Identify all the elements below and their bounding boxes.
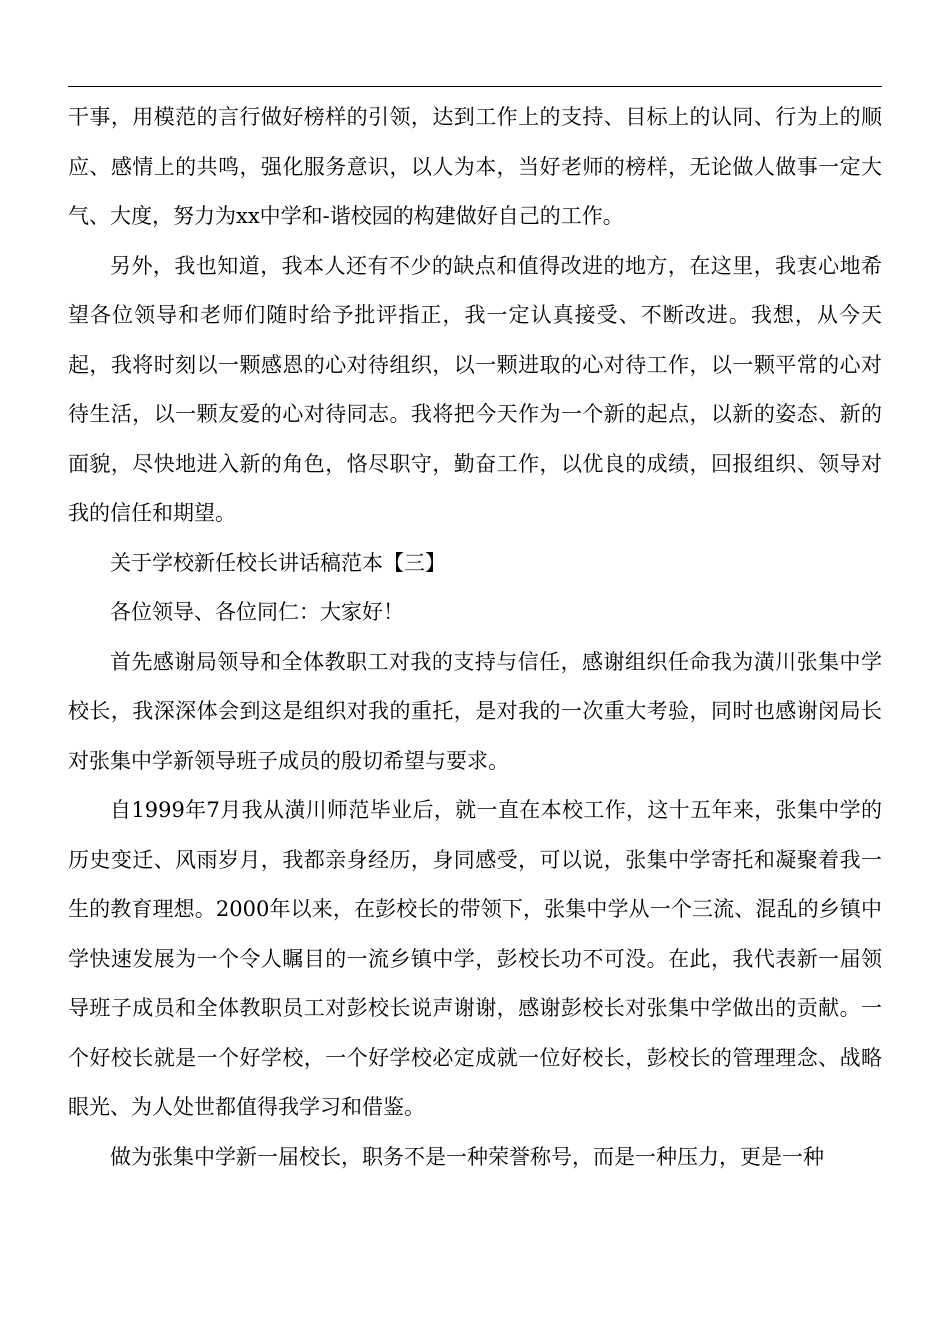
paragraph-2: 另外，我也知道，我本人还有不少的缺点和值得改进的地方，在这里，我衷心地希望各位领导和老师们随时给予批评指正，我一定认真接受、不断改进。我想，从今天起，我将时刻以一颗感恩的心对待组织，以一颗进取的心对待工作，以一颗平常的心对待生活，以一颗友爱的心对待同志。我将把今天作为一个新的起点，以新的姿态、新的面貌，尽快地进入新的角色，恪尽职守，勤奋工作，以优良的成绩，回报组织、领导对我的信任和期望。 xyxy=(68,253,882,525)
document-page xyxy=(68,86,882,1182)
paragraph-4: 自1999年7月我从潢川师范毕业后，就一直在本校工作，这十五年来，张集中学的历史变迁、风雨岁月，我都亲身经历，身同感受，可以说，张集中学寄托和凝聚着我一生的教育理想。2000年以来，在彭校长的带领下，张集中学从一个三流、混乱的乡镇中学快速发展为一个令人瞩目的一流乡镇中学，彭校长功不可没。在此，我代表新一届领导班子成员和全体教职员工对彭校长说声谢谢，感谢彭校长对张集中学做出的贡献。一个好校长就是一个好学校，一个好学校必定成就一位好校长，彭校长的管理理念、战略眼光、为人处世都值得我学习和借鉴。 xyxy=(68,798,882,1119)
header-rule xyxy=(68,86,882,87)
paragraph-1: 干事，用模范的言行做好榜样的引领，达到工作上的支持、目标上的认同、行为上的顺应、感情上的共鸣，强化服务意识，以人为本，当好老师的榜样，无论做人做事一定大气、大度，努力为xx中学和-谐校园的构建做好自己的工作。 xyxy=(68,105,882,228)
greeting: 各位领导、各位同仁：大家好！ xyxy=(110,600,404,624)
paragraph-5: 做为张集中学新一届校长，职务不是一种荣誉称号，而是一种压力，更是一种 xyxy=(110,1144,824,1169)
section-heading: 关于学校新任校长讲话稿范本【三】 xyxy=(110,550,446,575)
paragraph-3: 首先感谢局领导和全体教职工对我的支持与信任，感谢组织任命我为潢川张集中学校长，我深深体会到这是组织对我的重托，是对我的一次重大考验，同时也感谢闵局长对张集中学新领导班子成员的殷切希望与要求。 xyxy=(68,649,882,773)
document-body xyxy=(68,93,882,1182)
